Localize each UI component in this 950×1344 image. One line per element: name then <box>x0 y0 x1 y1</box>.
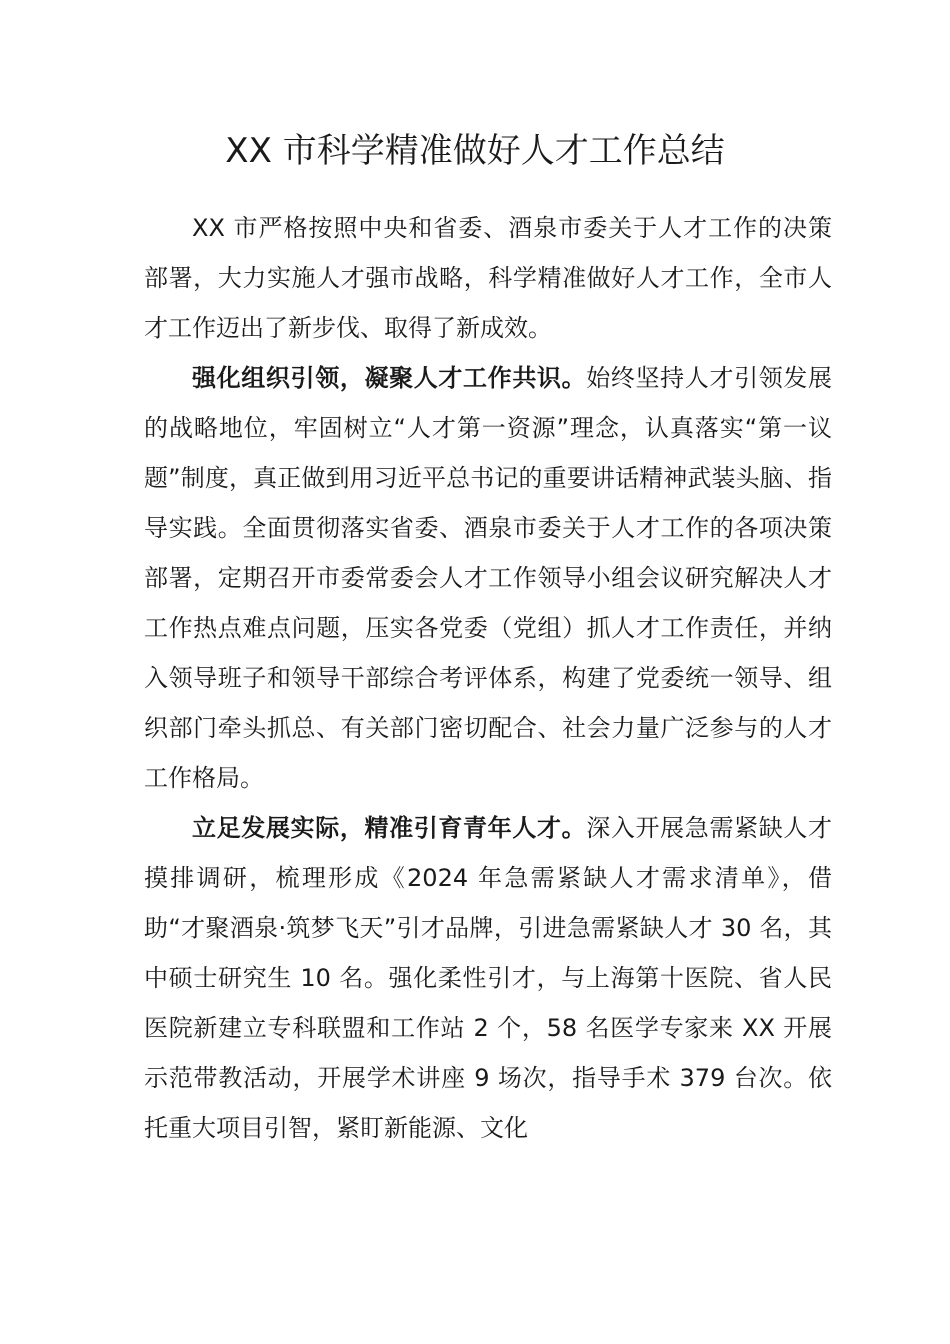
paragraph-text: 始终坚持人才引领发展的战略地位，牢固树立“人才第一资源”理念，认真落实“第一议题”制度，真正做到用习近平总书记的重要讲话精神武装头脑、指导实践。全面贯彻落实省委、酒泉市委关于人才工作的各项决策部署，定期召开市委常委会人才工作领导小组会议研究解决人才工作热点难点问题，压实各党委（党组）抓人才工作责任，并纳入领导班子和领导干部综合考评体系，构建了党委统一领导、组织部门牵头抓总、有关部门密切配合、社会力量广泛参与的人才工作格局。 <box>144 364 833 792</box>
paragraph-organization <box>144 353 832 803</box>
paragraph-text: XX 市严格按照中央和省委、酒泉市委关于人才工作的决策部署，大力实施人才强市战略，科学精准做好人才工作，全市人才工作迈出了新步伐、取得了新成效。 <box>144 214 832 342</box>
paragraph-youth-talent <box>144 803 832 1153</box>
document-body <box>144 203 832 1153</box>
paragraph-text: 深入开展急需紧缺人才摸排调研，梳理形成《2024 年急需紧缺人才需求清单》，借助“才聚酒泉·筑梦飞天”引才品牌，引进急需紧缺人才 30 名，其中硕士研究生 10 名。强化柔性引才，与上海第十医院、省人民医院新建立专科联盟和工作站 2 个，58 名医学专家来 XX 开展示范带教活动，开展学术讲座 9 场次，指导手术 379 台次。依托重大项目引智，紧盯新能源、文化 <box>144 814 833 1142</box>
paragraph-heading: 强化组织引领，凝聚人才工作共识。 <box>192 364 587 392</box>
document-title: XX 市科学精准做好人才工作总结 <box>225 131 725 171</box>
paragraph-heading: 立足发展实际，精准引育青年人才。 <box>192 814 587 842</box>
paragraph-intro <box>144 203 832 353</box>
